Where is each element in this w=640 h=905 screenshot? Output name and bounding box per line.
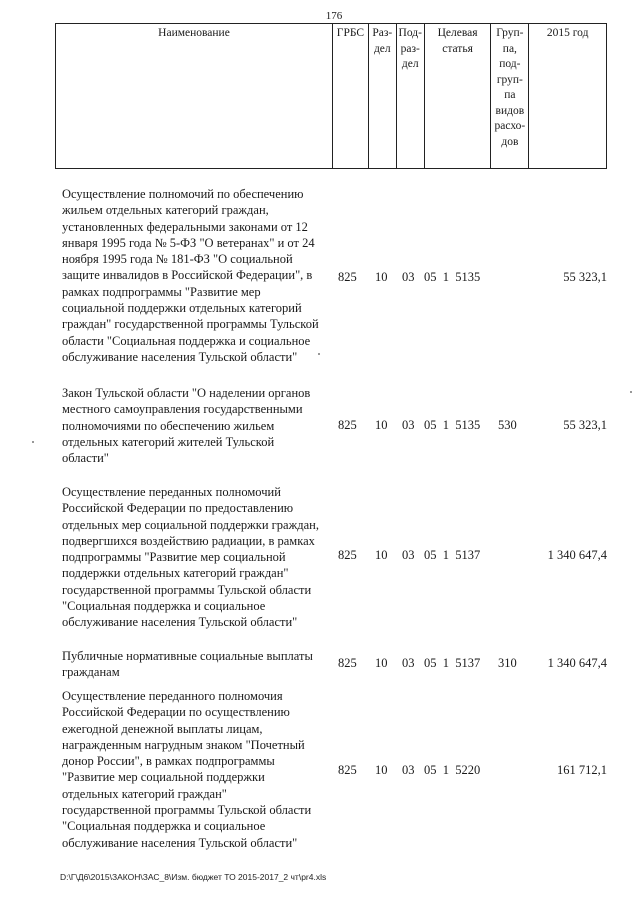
page-number: 176	[325, 10, 343, 22]
header-grbs: ГРБС	[333, 24, 369, 168]
row-name: Осуществление полномочий по обеспечению жильем отдельных категорий граждан, установленных федеральными законами от 12 января 1995 года № 5-ФЗ "О ветеранах" и от 24 ноября 1995 года № 181-ФЗ "О социальной защите инвалидов в Российской Федерации", в рамках подпрограммы "Развитие мер социальной поддержки отдельных категорий граждан" государственной программы Тульской области "Социальная поддержка и социальное обслуживание населения Тульской области"	[62, 187, 319, 364]
header-podrazdel: Под- раз- дел	[397, 24, 425, 168]
row-amount: 1 340 647,4	[547, 548, 607, 562]
row-name: Осуществление переданного полномочия Российской Федерации по осуществлению ежегодной денежной выплаты лицам, награжденным нагрудным знаком "Почетный донор России", в рамках подпрограммы "Развитие мер социальной поддержки отдельных категорий граждан" государственной программы Тульской области "Социальная поддержка и социальное обслуживание населения Тульской области"	[62, 689, 312, 850]
header-expense-group: Груп- па, под- груп- па видов расхо- дов	[491, 24, 529, 168]
row-podrazdel: 03	[402, 270, 415, 284]
row-razdel: 10	[375, 548, 388, 562]
row-amount: 55 323,1	[563, 270, 607, 284]
row-podrazdel: 03	[402, 763, 415, 777]
row-grbs: 825	[338, 418, 357, 432]
header-name: Наименование	[56, 24, 333, 168]
row-podrazdel: 03	[402, 656, 415, 670]
row-razdel: 10	[375, 270, 388, 284]
row-target-article: 05 1 5137	[424, 548, 481, 562]
header-target-article: Целевая статья	[425, 24, 492, 168]
scan-speck	[630, 391, 632, 393]
row-name: Осуществление переданных полномочий Российской Федерации по предоставлению отдельных мер социальной поддержки граждан, подвергшихся воздействию радиации, в рамках подпрограммы "Развитие мер социальной поддержки отдельных категорий граждан" государственной программы Тульской области "Социальная поддержка и социальное обслуживание населения Тульской области"	[62, 485, 319, 630]
row-amount: 1 340 647,4	[547, 656, 607, 670]
row-razdel: 10	[375, 763, 388, 777]
row-grbs: 825	[338, 548, 357, 562]
row-grbs: 825	[338, 763, 357, 777]
row-razdel: 10	[375, 656, 388, 670]
row-podrazdel: 03	[402, 548, 415, 562]
row-name: Публичные нормативные социальные выплаты гражданам	[62, 649, 313, 680]
row-name: Закон Тульской области "О наделении органов местного самоуправления государственными полномочиями по обеспечению жильем отдельных категорий жителей Тульской области"	[62, 386, 311, 466]
row-amount: 161 712,1	[557, 763, 607, 777]
scan-speck	[32, 441, 34, 443]
row-target-article: 05 1 5135	[424, 418, 481, 432]
row-expense-group: 310	[498, 656, 517, 670]
row-razdel: 10	[375, 418, 388, 432]
row-grbs: 825	[338, 270, 357, 284]
scan-speck	[318, 353, 320, 355]
row-target-article: 05 1 5135	[424, 270, 481, 284]
row-podrazdel: 03	[402, 418, 415, 432]
row-amount: 55 323,1	[563, 418, 607, 432]
row-grbs: 825	[338, 656, 357, 670]
header-razdel: Раз- дел	[369, 24, 397, 168]
table-header	[55, 23, 607, 169]
file-path-footer: D:\Г\Д6\2015\ЗАКОН\ЗАС_8\Изм. бюджет ТО 2015-2017_2 чт\pr4.xls	[60, 872, 327, 882]
row-expense-group: 530	[498, 418, 517, 432]
row-target-article: 05 1 5137	[424, 656, 481, 670]
header-year: 2015 год	[546, 27, 589, 39]
row-target-article: 05 1 5220	[424, 763, 481, 777]
